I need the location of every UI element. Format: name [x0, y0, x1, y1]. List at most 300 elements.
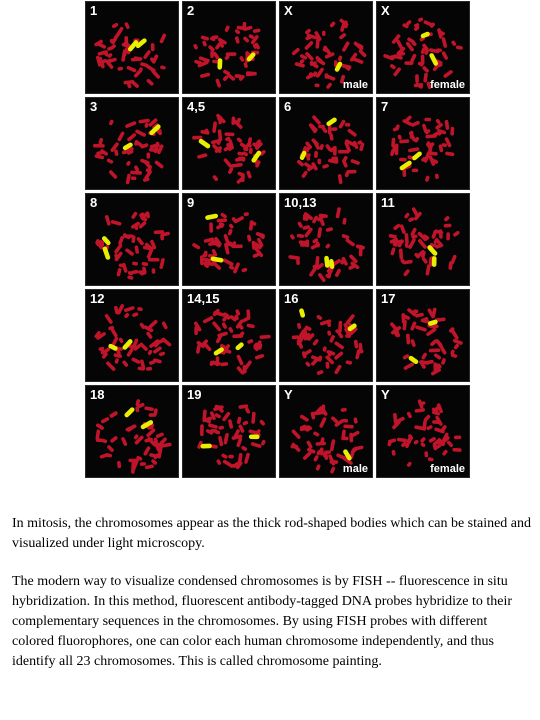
chromosome	[117, 66, 123, 71]
chromosome	[313, 431, 320, 437]
chromosome	[127, 275, 134, 280]
chromosome	[154, 160, 164, 169]
chromosome	[116, 268, 121, 277]
chromosome	[241, 268, 248, 273]
chromosome	[200, 72, 211, 78]
chromosome	[161, 321, 168, 330]
chromosome	[315, 464, 321, 471]
chromosome	[124, 248, 134, 257]
chromosome	[121, 437, 128, 447]
chromosome	[301, 170, 308, 178]
chromosome	[314, 83, 319, 87]
chromosome	[126, 65, 137, 72]
chromosome	[444, 224, 452, 228]
chromosome	[138, 119, 150, 124]
chromosome	[338, 321, 342, 333]
chromosome	[249, 220, 254, 231]
chromosome	[261, 439, 266, 446]
chromosome	[313, 140, 321, 150]
chromosome	[341, 41, 350, 52]
chromosome	[354, 339, 359, 348]
chromosome	[345, 123, 351, 127]
panel-label: 3	[90, 99, 98, 114]
chromosome	[403, 269, 411, 277]
painted-chromosome	[213, 346, 225, 356]
fish-panel	[182, 97, 276, 190]
chromosome	[397, 134, 402, 140]
metaphase-spread	[86, 194, 179, 286]
chromosome	[390, 247, 396, 256]
chromosome	[106, 158, 114, 164]
panel-label: 4,5	[187, 99, 206, 114]
chromosome	[312, 338, 319, 346]
panel-label: 17	[381, 291, 396, 306]
chromosome	[259, 335, 270, 339]
caption-paragraph-2: The modern way to visualize condensed chromosomes is by FISH -- fluorescence in situ hybridization. In this method, fluorescent antibody-tagged DNA probes hybridize to their complementary sequences in the chromosomes. By using FISH probes with different colored fluorophores, one can color each human chromosome independently, and thus identify all 23 chromosomes. This is called chromosome painting.	[12, 574, 512, 669]
chromosome	[403, 362, 415, 371]
chromosome	[147, 349, 153, 355]
chromosome	[402, 354, 410, 360]
fish-panel	[85, 289, 179, 382]
chromosome	[108, 57, 117, 63]
painted-chromosome	[217, 58, 222, 70]
chromosome	[404, 233, 409, 244]
chromosome	[244, 452, 251, 464]
chromosome	[413, 439, 419, 445]
panel-label: Y	[284, 387, 293, 402]
painted-chromosome	[249, 434, 260, 439]
chromosome	[344, 20, 348, 28]
chromosome	[443, 215, 450, 222]
chromosome	[296, 259, 300, 265]
chromosome	[328, 454, 336, 466]
chromosome	[224, 25, 230, 32]
chromosome	[319, 144, 324, 151]
chromosome	[436, 48, 442, 52]
chromosome	[123, 234, 133, 238]
chromosome	[330, 439, 336, 451]
chromosome	[228, 455, 234, 459]
fish-panel	[279, 193, 373, 286]
panel-label: 8	[90, 195, 98, 210]
chromosome	[123, 312, 129, 318]
chromosome	[442, 449, 449, 456]
panel-label: 9	[187, 195, 195, 210]
chromosome	[146, 78, 154, 86]
chromosome	[117, 131, 125, 142]
panel-label: Y	[381, 387, 390, 402]
chromosome	[146, 428, 156, 438]
chromosome	[328, 125, 332, 134]
chromosome	[146, 331, 154, 340]
chromosome	[249, 148, 253, 154]
chromosome	[338, 119, 346, 129]
chromosome	[126, 160, 132, 166]
panel-label: 11	[381, 195, 395, 210]
chromosome	[215, 78, 221, 88]
chromosome	[425, 175, 430, 182]
chromosome	[111, 22, 119, 28]
chromosome	[424, 118, 431, 122]
fish-figure	[83, 0, 470, 480]
chromosome	[406, 333, 410, 344]
chromosome	[426, 141, 431, 148]
chromosome	[148, 258, 160, 262]
chromosome	[338, 55, 343, 61]
chromosome	[125, 121, 137, 129]
painted-chromosome	[198, 138, 211, 149]
chromosome	[390, 148, 396, 156]
chromosome	[317, 159, 321, 165]
painted-chromosome	[102, 246, 111, 260]
chromosome	[299, 414, 309, 422]
chromosome	[305, 239, 309, 247]
chromosome	[318, 125, 325, 129]
chromosome	[313, 455, 319, 462]
chromosome	[131, 357, 141, 364]
chromosome	[329, 21, 336, 28]
metaphase-spread	[86, 98, 179, 190]
painted-chromosome	[205, 213, 219, 220]
painted-chromosome	[324, 256, 330, 268]
chromosome	[117, 461, 121, 469]
chromosome	[135, 129, 147, 137]
chromosome	[296, 234, 304, 239]
caption	[12, 514, 532, 690]
chromosome	[130, 171, 142, 175]
chromosome	[428, 457, 434, 461]
chromosome	[415, 74, 419, 83]
chromosome	[105, 215, 111, 226]
painted-chromosome	[411, 151, 423, 162]
chromosome	[345, 238, 356, 247]
chromosome	[133, 56, 139, 60]
chromosome	[221, 453, 228, 459]
chromosome	[446, 232, 450, 240]
chromosome	[325, 227, 333, 232]
chromosome	[341, 408, 347, 412]
panel-label: 18	[90, 387, 105, 402]
chromosome	[247, 339, 254, 345]
chromosome	[399, 224, 406, 235]
chromosome	[297, 221, 303, 228]
chromosome	[421, 352, 428, 360]
chromosome	[408, 217, 415, 223]
chromosome	[105, 361, 116, 372]
chromosome	[254, 354, 264, 360]
chromosome	[391, 450, 396, 456]
chromosome	[333, 351, 343, 361]
chromosome	[144, 406, 154, 411]
chromosome	[342, 218, 347, 225]
chromosome	[393, 223, 401, 231]
chromosome	[242, 420, 249, 426]
fish-panel	[279, 385, 373, 478]
chromosome	[144, 122, 149, 128]
chromosome	[212, 174, 219, 181]
chromosome	[216, 138, 221, 145]
chromosome	[108, 170, 118, 180]
chromosome	[415, 325, 427, 332]
fish-panel	[85, 97, 179, 190]
fish-panel	[279, 97, 373, 190]
chromosome	[325, 243, 331, 249]
chromosome	[104, 313, 113, 324]
chromosome	[326, 82, 333, 89]
chromosome	[217, 331, 228, 337]
chromosome	[159, 33, 167, 44]
panel-label: 12	[90, 291, 105, 306]
fish-panel	[376, 1, 470, 94]
metaphase-spread	[183, 2, 276, 94]
panel-label: 19	[187, 387, 202, 402]
chromosome	[131, 176, 137, 180]
chromosome	[250, 442, 262, 449]
chromosome	[334, 268, 341, 277]
chromosome	[109, 119, 115, 126]
chromosome	[98, 138, 103, 146]
chromosome	[118, 337, 124, 344]
chromosome	[200, 35, 209, 41]
chromosome	[441, 358, 447, 366]
chromosome	[239, 55, 245, 62]
chromosome	[412, 169, 419, 173]
chromosome	[325, 362, 329, 369]
chromosome	[304, 40, 314, 50]
chromosome	[131, 211, 138, 219]
chromosome	[388, 438, 397, 443]
chromosome	[291, 429, 301, 440]
chromosome	[435, 173, 439, 179]
panel-label: 2	[187, 3, 195, 18]
chromosome	[315, 441, 326, 446]
chromosome	[251, 412, 256, 424]
painted-chromosome	[299, 308, 306, 318]
chromosome	[197, 153, 208, 159]
painted-chromosome	[200, 444, 211, 449]
chromosome	[420, 436, 427, 443]
metaphase-spread	[86, 2, 179, 94]
chromosome	[356, 245, 365, 250]
chromosome	[132, 261, 138, 266]
chromosome	[216, 459, 222, 466]
fish-panel	[376, 97, 470, 190]
chromosome	[347, 128, 358, 137]
chromosome	[450, 127, 454, 136]
chromosome	[417, 17, 423, 23]
chromosome	[202, 316, 214, 324]
fish-panel	[279, 1, 373, 94]
chromosome	[399, 139, 409, 143]
chromosome	[408, 147, 420, 153]
chromosome	[236, 354, 244, 366]
chromosome	[425, 360, 434, 365]
chromosome	[220, 212, 228, 219]
chromosome	[432, 420, 441, 424]
panel-label: X	[284, 3, 293, 18]
caption-paragraph-1: In mitosis, the chromosomes appear as the thick rod-shaped bodies which can be stained and visualized under light microscopy.	[12, 516, 532, 551]
chromosome	[450, 254, 457, 264]
chromosome	[454, 435, 462, 439]
chromosome	[334, 364, 342, 375]
chromosome	[406, 411, 412, 419]
chromosome	[222, 258, 234, 267]
chromosome	[424, 451, 428, 458]
chromosome	[456, 45, 463, 50]
fish-panel	[182, 193, 276, 286]
chromosome	[404, 212, 410, 219]
chromosome	[423, 20, 433, 27]
chromosome	[211, 321, 221, 332]
chromosome	[294, 62, 305, 68]
chromosome	[338, 174, 343, 184]
panel-label: 14,15	[187, 291, 220, 306]
chromosome	[222, 459, 233, 468]
chromosome	[410, 53, 417, 63]
chromosome	[242, 151, 249, 157]
chromosome	[343, 424, 354, 428]
chromosome	[433, 353, 442, 360]
chromosome	[132, 312, 139, 318]
chromosome	[151, 69, 161, 80]
chromosome	[317, 227, 322, 238]
chromosome	[193, 43, 199, 50]
fish-panel	[85, 1, 179, 94]
chromosome	[414, 408, 425, 413]
chromosome	[160, 65, 166, 70]
chromosome	[115, 26, 124, 37]
chromosome	[415, 312, 424, 317]
painted-chromosome	[326, 117, 338, 127]
chromosome	[93, 144, 105, 148]
chromosome	[341, 234, 350, 240]
chromosome	[149, 453, 158, 458]
chromosome	[397, 437, 408, 442]
chromosome	[423, 73, 428, 83]
chromosome	[223, 158, 233, 169]
chromosome	[353, 417, 358, 424]
fish-panel	[182, 385, 276, 478]
chromosome	[445, 120, 450, 130]
chromosome	[305, 361, 311, 367]
fish-panel	[279, 289, 373, 382]
chromosome	[345, 334, 351, 338]
chromosome	[235, 36, 240, 44]
chromosome	[242, 36, 249, 43]
chromosome	[136, 236, 145, 245]
fish-panel	[85, 193, 179, 286]
chromosome	[152, 268, 156, 273]
chromosome	[218, 425, 224, 429]
chromosome	[124, 306, 136, 313]
chromosome	[322, 164, 330, 169]
chromosome	[308, 266, 317, 277]
chromosome	[114, 358, 119, 364]
chromosome	[146, 152, 150, 158]
chromosome	[231, 163, 243, 168]
chromosome	[218, 436, 224, 447]
chromosome	[211, 35, 219, 40]
chromosome	[153, 408, 157, 415]
chromosome	[227, 167, 233, 175]
chromosome	[446, 440, 454, 448]
painted-chromosome	[432, 256, 437, 267]
chromosome	[241, 316, 250, 323]
chromosome	[236, 137, 243, 143]
chromosome	[247, 234, 252, 242]
chromosome	[216, 218, 227, 222]
chromosome	[314, 151, 318, 158]
chromosome	[110, 220, 121, 226]
chromosome	[126, 347, 134, 357]
chromosome	[445, 151, 455, 156]
chromosome	[399, 158, 407, 162]
chromosome	[143, 49, 152, 59]
chromosome	[151, 43, 155, 51]
chromosome	[319, 417, 327, 429]
chromosome	[350, 159, 360, 166]
chromosome	[335, 207, 341, 219]
chromosome	[310, 242, 321, 250]
chromosome	[99, 453, 109, 460]
chromosome	[110, 39, 116, 43]
chromosome	[126, 173, 132, 184]
chromosome	[155, 432, 164, 439]
chromosome	[345, 360, 352, 365]
chromosome	[231, 244, 242, 248]
chromosome	[122, 262, 128, 273]
chromosome	[306, 440, 313, 449]
chromosome	[140, 462, 146, 466]
chromosome	[358, 49, 367, 58]
chromosome	[346, 170, 356, 174]
chromosome	[429, 348, 441, 352]
fish-panel	[376, 289, 470, 382]
chromosome	[106, 444, 114, 452]
chromosome	[145, 464, 155, 469]
panel-label: 10,13	[284, 195, 317, 210]
chromosome	[420, 442, 426, 448]
chromosome	[223, 437, 228, 445]
panel-sex-label: male	[342, 79, 368, 91]
chromosome	[209, 222, 213, 232]
chromosome	[317, 272, 326, 282]
chromosome	[118, 235, 125, 245]
chromosome	[383, 53, 395, 60]
chromosome	[399, 248, 403, 259]
fish-panel	[376, 193, 470, 286]
chromosome	[443, 69, 454, 78]
chromosome	[410, 339, 416, 348]
chromosome	[208, 423, 219, 429]
chromosome	[316, 314, 323, 320]
panel-label: 16	[284, 291, 299, 306]
chromosome	[221, 322, 227, 330]
metaphase-spread	[183, 194, 276, 286]
chromosome	[322, 346, 327, 352]
painted-chromosome	[123, 406, 135, 418]
chromosome	[426, 327, 438, 337]
chromosome	[333, 148, 337, 156]
chromosome	[237, 416, 242, 424]
chromosome	[441, 37, 447, 48]
chromosome	[342, 436, 349, 440]
chromosome	[194, 326, 198, 335]
panel-label: 6	[284, 99, 292, 114]
chromosome	[441, 51, 449, 61]
chromosome	[406, 461, 412, 467]
panel-sex-label: female	[430, 79, 465, 91]
